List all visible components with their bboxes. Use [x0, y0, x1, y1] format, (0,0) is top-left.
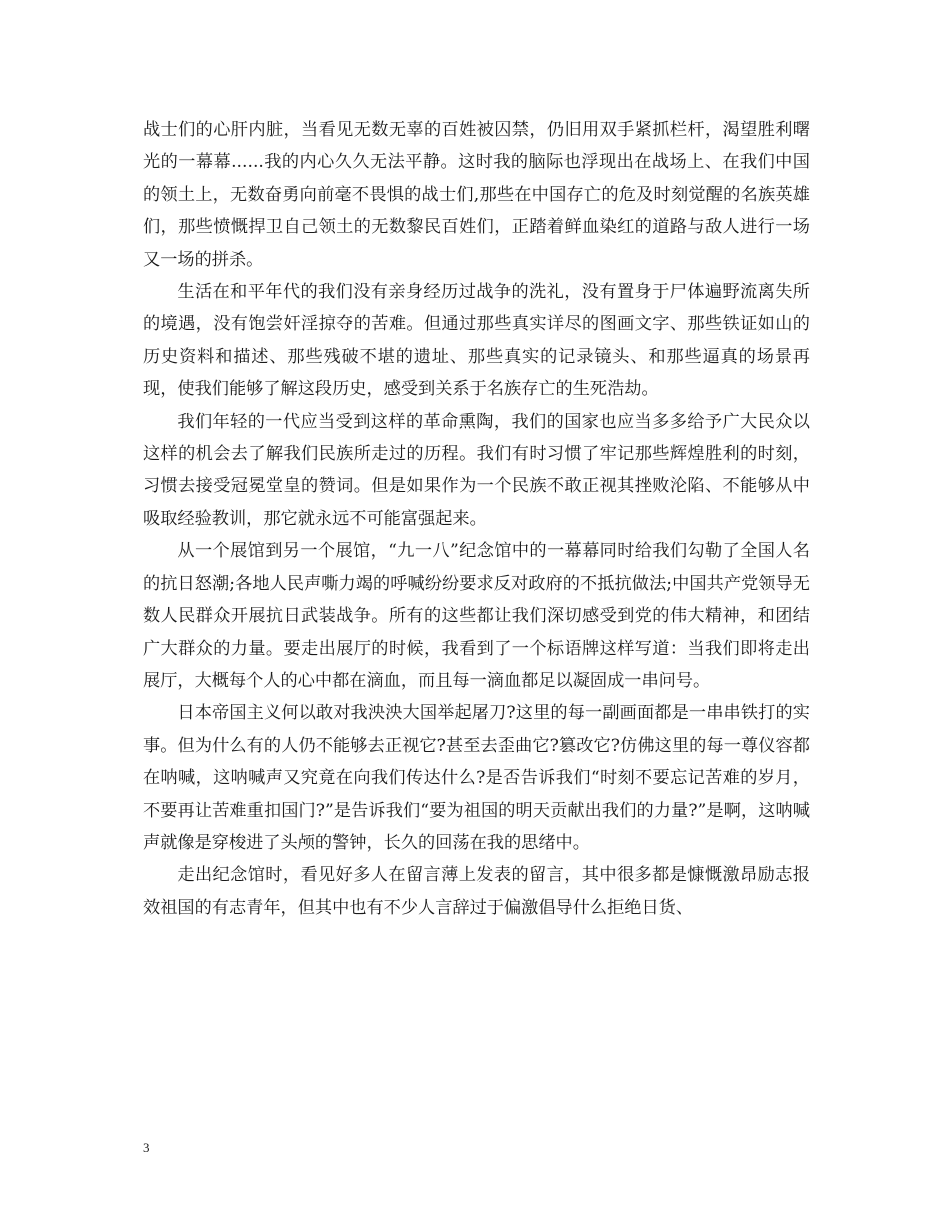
- paragraph-5: 日本帝国主义何以敢对我泱泱大国举起屠刀?这里的每一副画面都是一串串铁打的实事。但为什么有的人仍不能够去正视它?甚至去歪曲它?篡改它?仿佛这里的每一尊仪容都在呐喊，这呐喊声又究竟在向我们传达什么?是否告诉我们“时刻不要忘记苦难的岁月，不要再让苦难重扣国门?”是告诉我们“要为祖国的明天贡献出我们的力量?”是啊，这呐喊声就像是穿梭进了头颅的警钟，长久的回荡在我的思绪中。: [143, 703, 810, 853]
- paragraph-2: 生活在和平年代的我们没有亲身经历过战争的洗礼，没有置身于尸体遍野流离失所的境遇，没有饱尝奸淫掠夺的苦难。但通过那些真实详尽的图画文字、那些铁证如山的历史资料和描述、那些残破不堪的遗址、那些真实的记录镜头、和那些逼真的场景再现，使我们能够了解这段历史，感受到关系于名族存亡的生死浩劫。: [143, 282, 810, 400]
- paragraph-6: 走出纪念馆时，看见好多人在留言薄上发表的留言，其中很多都是慷慨激昂励志报效祖国的有志青年，但其中也有不少人言辞过于偏激倡导什么拒绝日货、: [143, 865, 810, 918]
- paragraph-1: 战士们的心肝内脏，当看见无数无辜的百姓被囚禁，仍旧用双手紧抓栏杆，渴望胜利曙光的一幕幕......我的内心久久无法平静。这时我的脑际也浮现出在战场上、在我们中国的领土上，无数奋勇向前毫不畏惧的战士们,那些在中国存亡的危及时刻觉醒的名族英雄们，那些愤慨捍卫自己领土的无数黎民百姓们，正踏着鲜血染红的道路与敌人进行一场又一场的拼杀。: [143, 120, 810, 270]
- paragraph-4: 从一个展馆到另一个展馆，“九一八”纪念馆中的一幕幕同时给我们勾勒了全国人名的抗日怒潮;各地人民声嘶力竭的呼喊纷纷要求反对政府的不抵抗做法;中国共产党领导无数人民群众开展抗日武装战争。所有的这些都让我们深切感受到党的伟大精神，和团结广大群众的力量。要走出展厅的时候，我看到了一个标语牌这样写道：当我们即将走出展厅，大概每个人的心中都在滴血，而且每一滴血都足以凝固成一串问号。: [143, 541, 810, 691]
- page-number: 3: [143, 1140, 150, 1155]
- document-body: [143, 114, 810, 924]
- paragraph-3: 我们年轻的一代应当受到这样的革命熏陶，我们的国家也应当多多给予广大民众以这样的机会去了解我们民族所走过的历程。我们有时习惯了牢记那些辉煌胜利的时刻，习惯去接受冠冕堂皇的赞词。但是如果作为一个民族不敢正视其挫败沦陷、不能够从中吸取经验教训，那它就永远不可能富强起来。: [143, 411, 810, 529]
